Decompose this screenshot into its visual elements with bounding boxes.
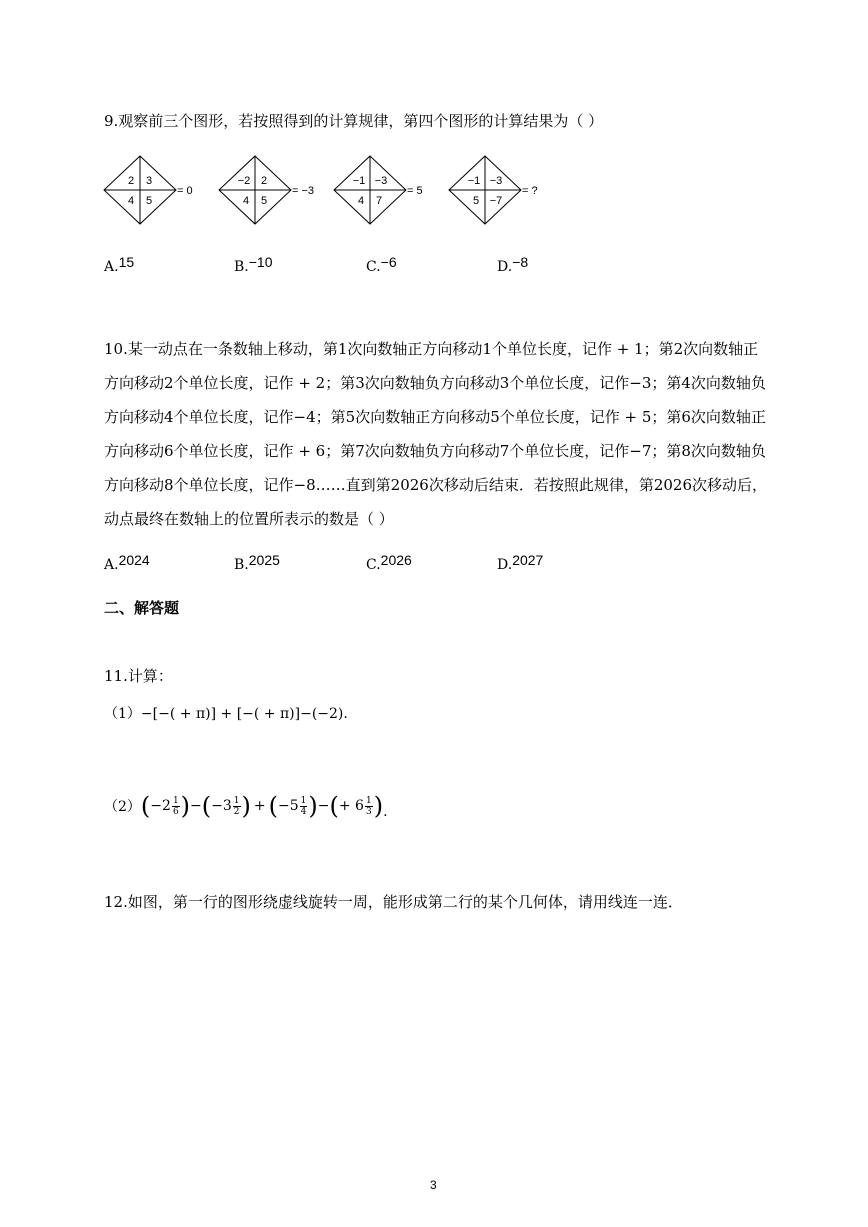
q10-option-c-value: 2026 <box>380 552 412 568</box>
q11-part-1 <box>104 703 348 723</box>
page-number: 3 <box>430 1178 437 1192</box>
q11-term1-den: 6 <box>172 806 179 817</box>
q9-fig2-tl: −2 <box>237 175 251 187</box>
q11-part-2-label: （2） <box>104 799 141 815</box>
paren-close-4: ) <box>373 792 384 820</box>
q11-term1-num: 1 <box>172 795 179 806</box>
q9-option-d[interactable] <box>497 254 529 275</box>
q9-option-b-value: −10 <box>248 254 273 270</box>
q9-fig3-tr: −3 <box>374 175 388 187</box>
q11-term3-den: 4 <box>300 806 307 817</box>
q9-fig2-result: = −3 <box>292 185 315 197</box>
q12-stem: 12.如图，第一行的图形绕虚线旋转一周，能形成第二行的某个几何体，请用线连一连． <box>104 893 683 911</box>
q9-fig1-bl: 4 <box>127 195 135 207</box>
q9-option-c-label: C. <box>366 259 381 275</box>
q9-option-d-label: D. <box>497 259 513 275</box>
q10-option-b[interactable] <box>234 552 280 573</box>
q10-line-3: 方向移动4个单位长度，记作−4；第5次向数轴正方向移动5个单位长度，记作 + 5；第6次向数轴正 <box>104 408 766 426</box>
q11-op3: − <box>317 798 330 814</box>
q9-figure-1 <box>104 156 193 224</box>
q10-line-4: 方向移动6个单位长度，记作 + 6；第7次向数轴负方向移动7个单位长度，记作−7；第8次向数轴负 <box>104 442 766 460</box>
q10-option-b-label: B. <box>234 557 249 573</box>
q9-option-a-label: A. <box>104 259 119 275</box>
q11-stem: 11.计算： <box>104 667 173 685</box>
q11-part-1-label: （1） <box>104 706 141 722</box>
q11-term1-frac <box>172 796 180 817</box>
q9-option-c-value: −6 <box>380 254 397 270</box>
q11-term4-num: 1 <box>365 795 372 806</box>
paren-close-1: ) <box>180 792 191 820</box>
q11-term4-den: 3 <box>365 806 372 817</box>
q9-stem: 9.观察前三个图形，若按照得到的计算规律，第四个图形的计算结果为（ ） <box>104 112 604 130</box>
paren-open-4: ( <box>329 792 339 820</box>
q10-option-b-value: 2025 <box>248 552 280 568</box>
q11-part-1-expr: −[−( + π)] + [−( + π)]−(−2). <box>140 706 348 722</box>
section-title: 二、解答题 <box>104 599 180 617</box>
paren-close-3: ) <box>308 792 318 820</box>
q11-term3-whole: −5 <box>278 798 299 814</box>
q10-option-a-label: A. <box>104 557 119 573</box>
q10-line-1: 10.某一动点在一条数轴上移动，第1次向数轴正方向移动1个单位长度，记作 + 1；第2次向数轴正 <box>104 340 759 358</box>
q9-option-b[interactable] <box>234 254 273 275</box>
q11-term4-whole: + 6 <box>338 798 364 814</box>
q11-op1: − <box>190 798 202 814</box>
q11-term3-num: 1 <box>300 795 307 806</box>
q11-term2-whole: −3 <box>211 798 232 814</box>
q9-figure-2 <box>219 156 314 224</box>
q10-option-c[interactable] <box>366 552 412 573</box>
q11-end: . <box>383 804 388 820</box>
q9-fig2-bl: 4 <box>242 195 250 207</box>
q9-fig1-tl: 2 <box>127 175 135 187</box>
q9-option-a-value: 15 <box>118 254 135 270</box>
q9-figure-3 <box>334 156 423 224</box>
q9-fig3-bl: 4 <box>357 195 365 207</box>
q11-term4-frac <box>365 796 373 817</box>
paren-close-2: ) <box>241 792 251 820</box>
q11-term1-whole: −2 <box>150 798 171 814</box>
q9-fig3-tl: −1 <box>352 175 366 187</box>
q9-fig1-result: = 0 <box>177 185 193 197</box>
q10-option-d-label: D. <box>497 557 513 573</box>
q11-term3-frac <box>300 796 308 817</box>
q11-term2-frac <box>233 796 241 817</box>
q10-option-a[interactable] <box>104 552 150 573</box>
q9-fig4-bl: 5 <box>472 195 480 207</box>
q10-line-5: 方向移动8个单位长度，记作−8……直到第2026次移动后结束．若按照此规律，第2026次移动后， <box>104 476 768 494</box>
q10-option-a-value: 2024 <box>118 552 150 568</box>
q10-stem <box>104 332 768 536</box>
q9-fig2-br: 5 <box>260 195 268 207</box>
q9-fig3-br: 7 <box>375 195 383 207</box>
q9-fig4-tr: −3 <box>489 175 503 187</box>
q9-figure-4 <box>449 156 538 224</box>
q9-fig3-result: = 5 <box>407 185 423 197</box>
q11-part-2 <box>104 792 388 820</box>
q9-option-b-label: B. <box>234 259 249 275</box>
q9-fig1-br: 5 <box>145 195 153 207</box>
q9-figures <box>100 150 560 234</box>
paren-open-1: ( <box>140 792 151 820</box>
q11-term2-num: 1 <box>233 795 240 806</box>
q9-fig4-tl: −1 <box>467 175 481 187</box>
q9-fig2-tr: 2 <box>260 175 268 187</box>
paren-open-2: ( <box>201 792 212 820</box>
q11-op2: + <box>253 798 266 814</box>
q10-option-d-value: 2027 <box>512 552 544 568</box>
q11-term2-den: 2 <box>233 806 240 817</box>
q10-line-2: 方向移动2个单位长度，记作 + 2；第3次向数轴负方向移动3个单位长度，记作−3；第4次向数轴负 <box>104 374 766 392</box>
q9-option-d-value: −8 <box>512 254 529 270</box>
q9-option-a[interactable] <box>104 254 135 275</box>
q10-option-d[interactable] <box>497 552 544 573</box>
q9-fig4-result: = ? <box>522 185 538 197</box>
q10-option-c-label: C. <box>366 557 381 573</box>
q9-fig1-tr: 3 <box>145 175 153 187</box>
q10-line-6: 动点最终在数轴上的位置所表示的数是（ ） <box>104 510 394 528</box>
q9-option-c[interactable] <box>366 254 397 275</box>
paren-open-3: ( <box>268 792 279 820</box>
q9-fig4-br: −7 <box>489 195 503 207</box>
